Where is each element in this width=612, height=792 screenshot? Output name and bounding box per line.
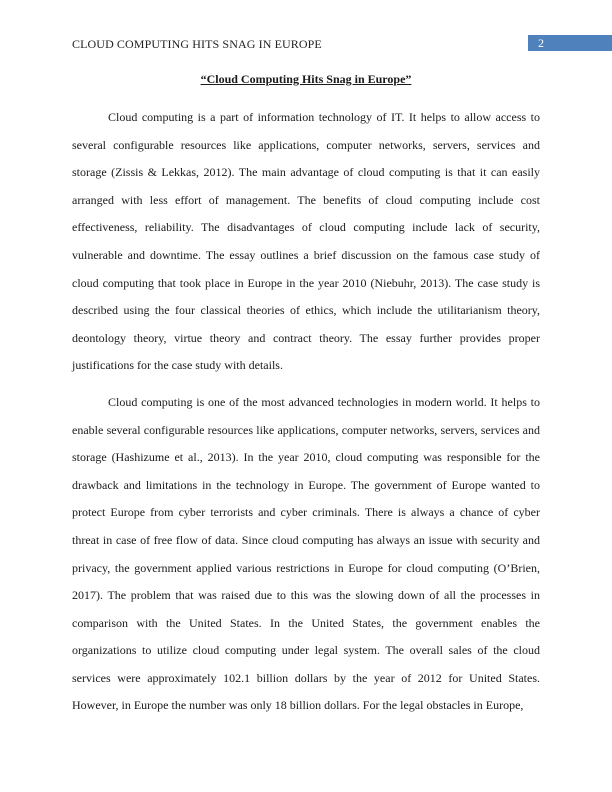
page-number-box — [528, 35, 612, 51]
paragraph-2: Cloud computing is one of the most advanced technologies in modern world. It helps to enable several configurable resources like applications, computer networks, servers, services and storage (Hashizume et al., 2013). In the year 2010, cloud computing was responsible for the drawback and limitations in the technology in Europe. The government of Europe wanted to protect Europe from cyber terrorists and cyber criminals. There is always a chance of cyber threat in case of free flow of data. Since cloud computing has always an issue with security and privacy, the government applied various restrictions in Europe for cloud computing (O’Brien, 2017). The problem that was raised due to this was the slowing down of all the processes in comparison with the United States. In the United States, the government enables the organizations to utilize cloud computing under legal system. The overall sales of the cloud services were approximately 102.1 billion dollars by the year of 2012 for United States. However, in Europe the number was only 18 billion dollars. For the legal obstacles in Europe, — [72, 394, 540, 713]
body-text — [72, 104, 540, 729]
document-title: “Cloud Computing Hits Snag in Europe” — [200, 72, 412, 86]
running-head: CLOUD COMPUTING HITS SNAG IN EUROPE — [72, 37, 322, 51]
paragraph-1: Cloud computing is a part of information technology of IT. It helps to allow access to several configurable resources like applications, computer networks, servers, services and storage (Zissis & Lekkas, 2012). The main advantage of cloud computing is that it can easily arranged with less effort of management. The benefits of cloud computing include cost effectiveness, reliability. The disadvantages of cloud computing include lack of security, vulnerable and downtime. The essay outlines a brief discussion on the famous case study of cloud computing that took place in Europe in the year 2010 (Niebuhr, 2013). The case study is described using the four classical theories of ethics, which include the utilitarianism theory, deontology theory, virtue theory and contract theory. The essay further provides proper justifications for the case study with details. — [72, 110, 540, 373]
page-number: 2 — [538, 36, 544, 50]
